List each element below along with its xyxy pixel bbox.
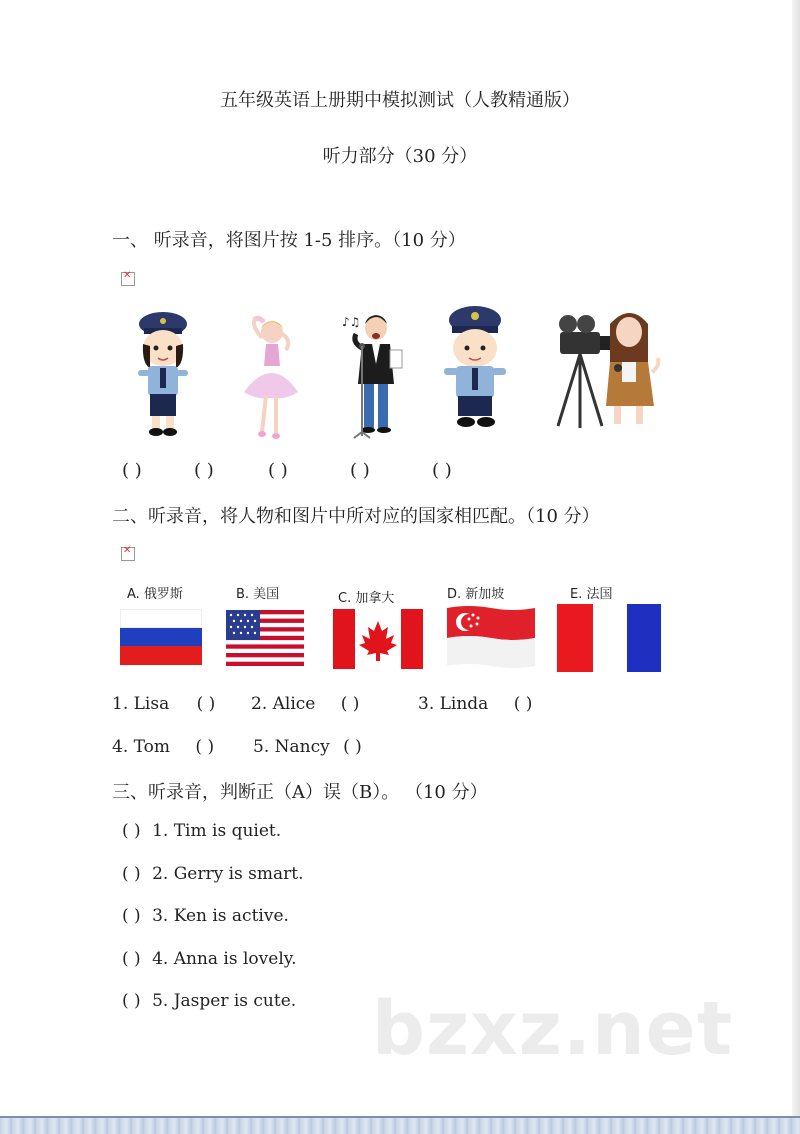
flag-label-france: E. 法国 <box>570 587 613 602</box>
judge-item-5 <box>122 991 296 1011</box>
singer-icon <box>340 306 412 442</box>
canada-flag-icon <box>333 609 423 669</box>
match-item-label: 2. Alice <box>251 694 316 714</box>
policeman-icon <box>440 302 510 432</box>
usa-flag-icon <box>226 610 304 666</box>
france-flag-icon <box>557 604 661 672</box>
reporter-icon <box>544 302 664 432</box>
order-blank-3[interactable]: ( ) <box>268 460 288 481</box>
page-title: 五年级英语上册期中模拟测试（人教精通版） <box>220 90 580 111</box>
order-blank-2[interactable]: ( ) <box>194 460 214 481</box>
judge-blank[interactable]: ( ) <box>122 949 141 969</box>
svg-text:♪♫: ♪♫ <box>342 315 361 329</box>
section2-heading: 二、听录音，将人物和图片中所对应的国家相匹配。（10 分） <box>112 506 600 527</box>
match-item-5 <box>253 737 362 757</box>
judge-statement: 1. Tim is quiet. <box>152 821 282 841</box>
page-subtitle: 听力部分（30 分） <box>322 146 478 167</box>
judge-statement: 5. Jasper is cute. <box>152 991 297 1011</box>
match-item-label: 5. Nancy <box>253 737 330 757</box>
watermark: bzxz.net <box>372 986 734 1072</box>
judge-item-4 <box>122 949 297 969</box>
judge-blank[interactable]: ( ) <box>122 821 141 841</box>
judge-blank[interactable]: ( ) <box>122 864 141 884</box>
match-blank[interactable]: ( ) <box>513 694 533 714</box>
match-item-label: 4. Tom <box>112 737 170 757</box>
match-item-3 <box>418 694 532 714</box>
section3-heading: 三、听录音，判断正（A）误（B）。 （10 分） <box>112 782 488 803</box>
flag-label-singapore: D. 新加坡 <box>447 587 505 602</box>
judge-statement: 3. Ken is active. <box>152 906 289 926</box>
match-blank[interactable]: ( ) <box>195 737 215 757</box>
judge-item-2 <box>122 864 304 884</box>
match-item-2 <box>251 694 359 714</box>
judge-blank[interactable]: ( ) <box>122 906 141 926</box>
page-bottom-pattern <box>0 1118 800 1134</box>
match-blank[interactable]: ( ) <box>343 737 362 757</box>
broken-image-icon <box>121 547 135 561</box>
broken-image-icon <box>121 272 135 286</box>
match-item-label: 3. Linda <box>418 694 489 714</box>
match-item-label: 1. Lisa <box>112 694 170 714</box>
section1-heading: 一、 听录音，将图片按 1-5 排序。（10 分） <box>112 230 466 251</box>
match-blank[interactable]: ( ) <box>196 694 216 714</box>
order-blank-4[interactable]: ( ) <box>350 460 370 481</box>
judge-blank[interactable]: ( ) <box>122 991 141 1011</box>
match-blank[interactable]: ( ) <box>340 694 360 714</box>
russia-flag-icon <box>120 609 202 665</box>
judge-item-3 <box>122 906 289 926</box>
judge-statement: 2. Gerry is smart. <box>152 864 304 884</box>
judge-statement: 4. Anna is lovely. <box>152 949 297 969</box>
match-item-4 <box>112 737 214 757</box>
order-blank-5[interactable]: ( ) <box>432 460 452 481</box>
policewoman-icon <box>130 306 196 438</box>
singapore-flag-icon <box>445 604 537 670</box>
order-blank-1[interactable]: ( ) <box>122 460 142 481</box>
flag-label-usa: B. 美国 <box>236 587 280 602</box>
ballerina-icon <box>236 314 302 442</box>
flag-label-canada: C. 加拿大 <box>338 591 395 606</box>
flag-label-russia: A. 俄罗斯 <box>127 587 183 602</box>
judge-item-1 <box>122 821 281 841</box>
match-item-1 <box>112 694 215 714</box>
page-edge <box>792 0 800 1134</box>
